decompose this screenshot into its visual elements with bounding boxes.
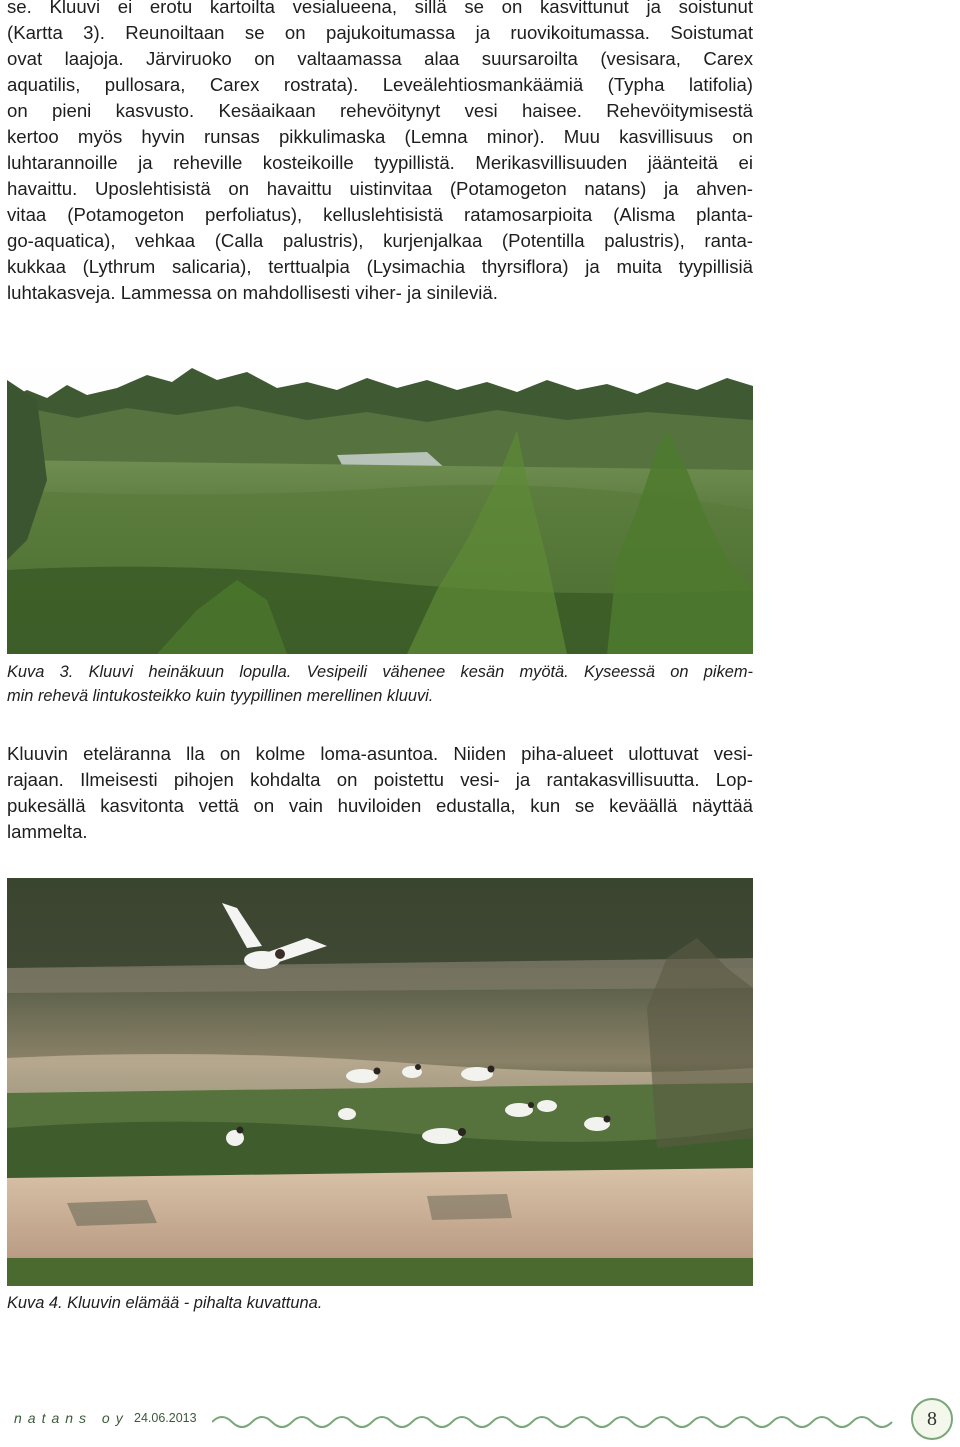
text-line: luhtakasveja. Lammessa on mahdollisesti viher- ja sinileviä. [7,282,498,303]
footer-wave-ornament [212,1404,902,1434]
page-number: 8 [911,1398,953,1440]
text-line: ovat laajoja. Järviruoko on valtaamassa alaa suursaroilta (vesisara, Carex [7,48,753,69]
text-line: lammelta. [7,821,88,842]
text-line: go-aquatica), vehkaa (Calla palustris), kurjenjalkaa (Potentilla palustris), ranta- [7,230,753,251]
text-line: se. Kluuvi ei erotu kartoilta vesialueena, sillä se on kasvittunut ja soistunut [7,0,753,17]
text-line: (Kartta 3). Reunoiltaan se on pajukoitumassa ja ruovikoitumassa. Soistumat [7,22,753,43]
text-line: kukkaa (Lythrum salicaria), terttualpia (Lysimachia thyrsiflora) ja muita tyypillisiä [7,256,753,277]
body-paragraph-1 [7,0,753,306]
caption-line: min rehevä lintukosteikko kuin tyypillinen merellinen kluuvi. [7,687,434,705]
text-line: rajaan. Ilmeisesti pihojen kohdalta on poistettu vesi- ja rantakasvillisuutta. Lop- [7,769,753,790]
photo-wetland-july [7,360,753,654]
text-line: kertoo myös hyvin runsas pikkulimaska (Lemna minor). Muu kasvillisuus on [7,126,753,147]
photo-gulls [7,878,753,1286]
text-line: pukesällä kasvitonta vettä on vain huviloiden edustalla, kun se keväällä näyttää [7,795,753,816]
body-paragraph-2 [7,741,753,845]
figure-caption-4 [7,1291,753,1315]
text-line: aquatilis, pullosara, Carex rostrata). Leveälehtiosmankäämiä (Typha latifolia) [7,74,753,95]
caption-line: Kuva 4. Kluuvin elämää - pihalta kuvattuna. [7,1294,323,1312]
text-line: Kluuvin eteläranna lla on kolme loma-asuntoa. Niiden piha-alueet ulottuvat vesi- [7,743,753,764]
text-line: vitaa (Potamogeton perfoliatus), kelluslehtisistä ratamosarpioita (Alisma planta- [7,204,753,225]
text-line: on pieni kasvusto. Kesäaikaan rehevöitynyt vesi haisee. Rehevöitymisestä [7,100,753,121]
figure-caption-3 [7,660,753,708]
caption-line: Kuva 3. Kluuvi heinäkuun lopulla. Vesipeili vähenee kesän myötä. Kyseessä on pikem- [7,663,753,681]
text-line: luhtarannoille ja reheville kosteikoille tyypillistä. Merikasvillisuuden jäänteitä ei [7,152,753,173]
footer-date: 24.06.2013 [134,1411,197,1425]
footer-brand: natans oy [14,1410,129,1426]
text-line: havaittu. Uposlehtisistä on havaittu uistinvitaa (Potamogeton natans) ja ahven- [7,178,753,199]
